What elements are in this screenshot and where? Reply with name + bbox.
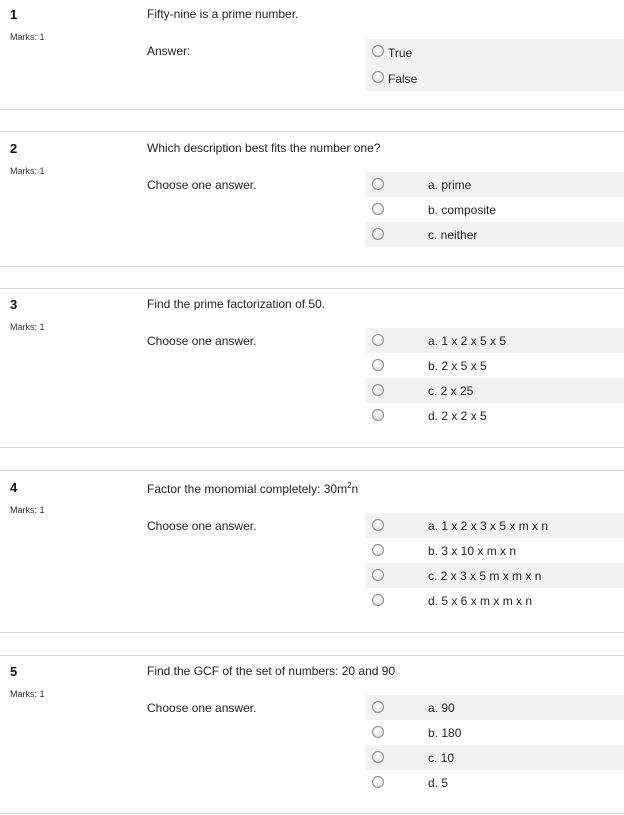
answer-option[interactable] — [365, 770, 624, 795]
question-marks: Marks: 1 — [10, 689, 45, 699]
question-number: 3 — [10, 297, 18, 312]
answer-options — [365, 695, 624, 795]
question-marks: Marks: 1 — [10, 32, 45, 42]
divider — [0, 109, 624, 110]
answer-option[interactable] — [365, 172, 624, 197]
answer-prompt: Answer: — [147, 44, 191, 58]
radio-button[interactable] — [372, 726, 384, 738]
option-label: c. 2 x 3 x 5 m x m x n — [428, 569, 542, 583]
answer-option[interactable] — [365, 222, 624, 247]
question-number: 5 — [10, 664, 18, 679]
answer-option[interactable] — [365, 538, 624, 563]
divider — [0, 288, 624, 289]
radio-button[interactable] — [372, 569, 384, 581]
question-marks: Marks: 1 — [10, 505, 45, 515]
answer-prompt: Choose one answer. — [147, 519, 257, 533]
answer-option[interactable] — [365, 588, 624, 613]
radio-button[interactable] — [372, 776, 384, 788]
option-label: c. neither — [428, 228, 478, 242]
option-label: b. 2 x 5 x 5 — [428, 359, 487, 373]
question-marks: Marks: 1 — [10, 322, 45, 332]
radio-button[interactable] — [372, 359, 384, 371]
option-label: a. 1 x 2 x 3 x 5 x m x n — [428, 519, 549, 533]
option-label: d. 5 — [428, 776, 449, 790]
answer-option[interactable] — [365, 513, 624, 538]
option-label: d. 5 x 6 x m x m x n — [428, 594, 533, 608]
option-label: b. 3 x 10 x m x n — [428, 544, 517, 558]
option-label: False — [388, 72, 418, 86]
option-label: b. composite — [428, 203, 497, 217]
answer-option[interactable] — [365, 197, 624, 222]
answer-prompt: Choose one answer. — [147, 178, 257, 192]
answer-option[interactable] — [365, 563, 624, 588]
answer-options — [365, 328, 624, 428]
radio-button[interactable] — [372, 751, 384, 763]
radio-button[interactable] — [372, 701, 384, 713]
question-number: 2 — [10, 141, 18, 156]
radio-button[interactable] — [372, 594, 384, 606]
answer-option[interactable] — [365, 720, 624, 745]
option-label: d. 2 x 2 x 5 — [428, 409, 487, 423]
radio-button[interactable] — [372, 228, 384, 240]
exponent: 2 — [347, 481, 352, 490]
radio-button[interactable] — [372, 334, 384, 346]
answer-options — [365, 172, 624, 247]
answer-option[interactable] — [365, 745, 624, 770]
question-text — [147, 481, 358, 496]
answer-option[interactable] — [365, 695, 624, 720]
divider — [0, 131, 624, 132]
divider — [0, 266, 624, 267]
answer-option[interactable] — [365, 403, 624, 428]
radio-button[interactable] — [372, 71, 384, 83]
divider — [0, 813, 624, 814]
option-label: b. 180 — [428, 726, 462, 740]
radio-button[interactable] — [372, 203, 384, 215]
divider — [0, 470, 624, 471]
question-text: Which description best fits the number one? — [147, 141, 381, 155]
option-label: True — [388, 46, 413, 60]
answer-prompt: Choose one answer. — [147, 334, 257, 348]
option-label: a. 1 x 2 x 5 x 5 — [428, 334, 507, 348]
question-text-tail: n — [351, 482, 359, 496]
answer-option[interactable] — [365, 65, 624, 91]
divider — [0, 655, 624, 656]
question-text: Fifty-nine is a prime number. — [147, 7, 299, 21]
radio-button[interactable] — [372, 178, 384, 190]
question-text: Find the GCF of the set of numbers: 20 and 90 — [147, 664, 396, 678]
option-label: c. 10 — [428, 751, 455, 765]
answer-option[interactable] — [365, 39, 624, 65]
option-label: c. 2 x 25 — [428, 384, 474, 398]
answer-option[interactable] — [365, 353, 624, 378]
answer-options — [365, 513, 624, 613]
radio-button[interactable] — [372, 384, 384, 396]
divider — [0, 447, 624, 448]
question-number: 1 — [10, 7, 18, 22]
answer-option[interactable] — [365, 328, 624, 353]
option-label: a. 90 — [428, 701, 455, 715]
question-text-main: Factor the monomial completely: 30m — [147, 482, 348, 496]
option-label: a. prime — [428, 178, 472, 192]
answer-prompt: Choose one answer. — [147, 701, 257, 715]
answer-options — [365, 39, 624, 91]
answer-option[interactable] — [365, 378, 624, 403]
divider — [0, 632, 624, 633]
question-text: Find the prime factorization of 50. — [147, 297, 326, 311]
radio-button[interactable] — [372, 544, 384, 556]
radio-button[interactable] — [372, 409, 384, 421]
question-marks: Marks: 1 — [10, 166, 45, 176]
radio-button[interactable] — [372, 45, 384, 57]
radio-button[interactable] — [372, 519, 384, 531]
question-number: 4 — [10, 480, 18, 495]
